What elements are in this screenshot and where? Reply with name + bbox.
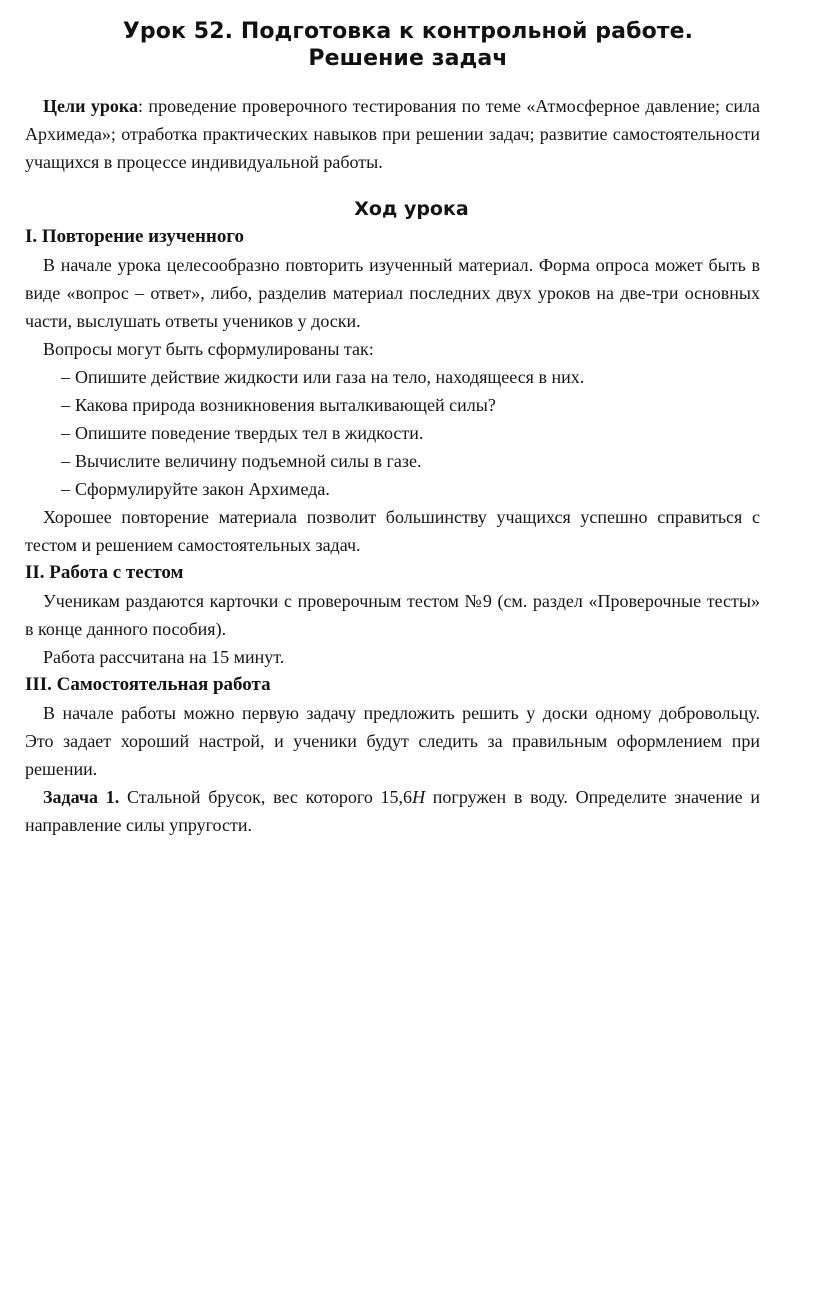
goals-text: : проведение проверочного тестирования по теме «Атмосферное давление; сила Архимеда»; отработка практических навыков при решении задач; развитие самостоятельности учащихся в процессе индивидуальной работы. xyxy=(25,96,760,172)
question-text: Опишите поведение твердых тел в жидкости. xyxy=(75,423,424,443)
review-paragraph-1: В начале урока целесообразно повторить изученный материал. Форма опроса может быть в виде «вопрос – ответ», либо, разделив материал последних двух уроков на две-три основных части, выслушать ответы учеников у доски. xyxy=(25,255,760,331)
question-text: Вычислите величину подъемной силы в газе. xyxy=(75,451,422,471)
dash-marker: – xyxy=(61,423,70,443)
section-independent-work xyxy=(25,671,760,839)
task-label: Задача 1. xyxy=(43,787,120,807)
review-paragraph-3: Хорошее повторение материала позволит большинству учащихся успешно справиться с тестом и решением самостоятельных задач. xyxy=(25,507,760,555)
dash-marker: – xyxy=(61,367,70,387)
test-paragraph-2: Работа рассчитана на 15 минут. xyxy=(43,647,285,667)
section-review xyxy=(25,223,760,559)
document-body xyxy=(25,92,760,839)
goals-label: Цели урока xyxy=(43,96,138,116)
task-unit: Н xyxy=(412,787,426,807)
task-text-b: погружен в воду. Определите значение и направление силы упругости. xyxy=(25,787,760,835)
review-paragraph-2: Вопросы могут быть сформулированы так: xyxy=(43,339,374,359)
section-independent-work-heading: III. Самостоятельная работа xyxy=(25,674,271,695)
list-item xyxy=(25,447,760,475)
section-test xyxy=(25,559,760,671)
list-item xyxy=(25,419,760,447)
question-text: Опишите действие жидкости или газа на тело, находящееся в них. xyxy=(75,367,585,387)
title-line-2: Решение задач xyxy=(308,46,508,71)
section-review-heading: I. Повторение изученного xyxy=(25,226,245,247)
question-text: Сформулируйте закон Архимеда. xyxy=(75,479,330,499)
dash-marker: – xyxy=(61,395,70,415)
lesson-goals xyxy=(25,92,760,176)
list-item xyxy=(25,363,760,391)
independent-work-paragraph: В начале работы можно первую задачу предложить решить у доски одному добровольцу. Это задает хороший настрой, и ученики будут следить за правильным оформлением при решении. xyxy=(25,703,760,779)
dash-marker: – xyxy=(61,451,70,471)
dash-marker: – xyxy=(61,479,70,499)
question-list xyxy=(25,363,760,503)
question-text: Какова природа возникновения выталкивающей силы? xyxy=(75,395,496,415)
section-test-heading: II. Работа с тестом xyxy=(25,562,184,583)
test-paragraph-1: Ученикам раздаются карточки с проверочным тестом №9 (см. раздел «Проверочные тесты» в конце данного пособия). xyxy=(25,591,760,639)
title-line-1: Урок 52. Подготовка к контрольной работе. xyxy=(122,19,694,44)
task-text-a: Стальной брусок, вес которого 15,6 xyxy=(119,787,413,807)
page-title xyxy=(0,0,816,72)
list-item xyxy=(25,475,760,503)
task-1 xyxy=(25,783,760,839)
list-item xyxy=(25,391,760,419)
lesson-flow-heading: Ход урока xyxy=(354,198,469,220)
